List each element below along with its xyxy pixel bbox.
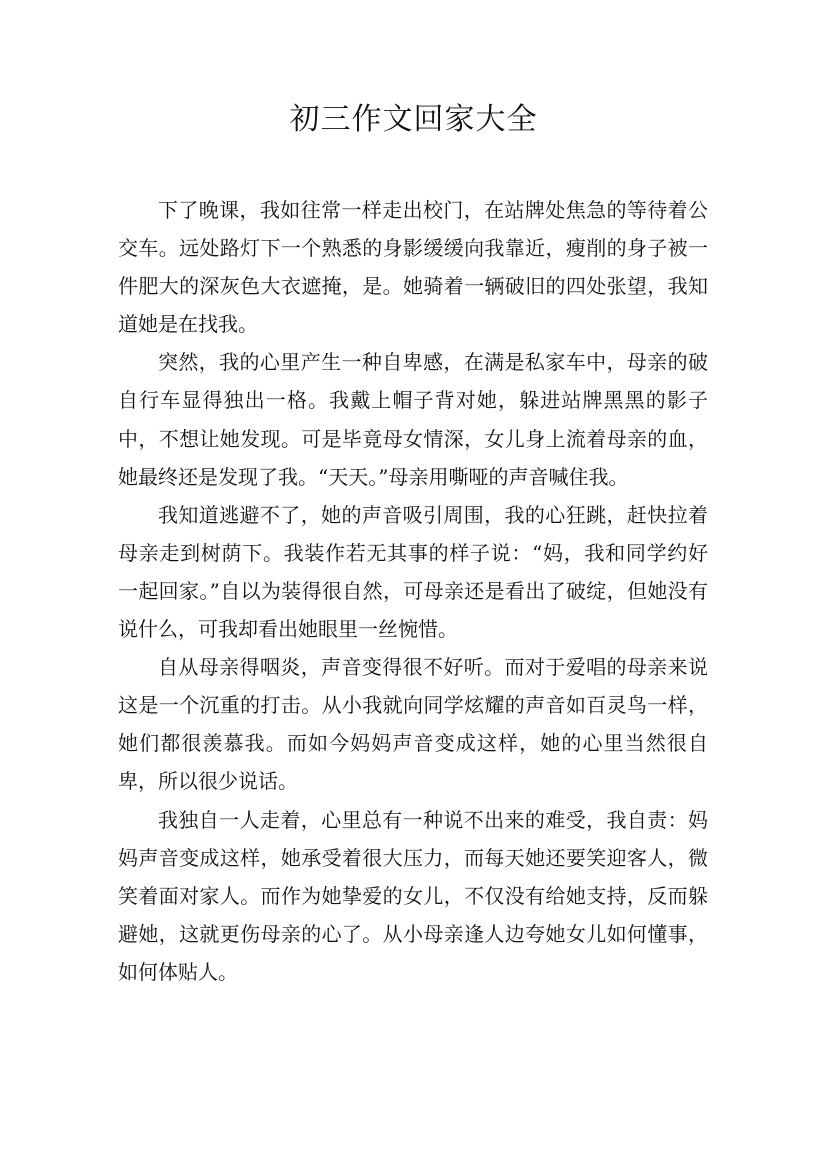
paragraph: 下了晚课，我如往常一样走出校门，在站牌处焦急的等待着公交车。远处路灯下一个熟悉的身影缓缓向我靠近，瘦削的身子被一件肥大的深灰色大衣遮掩，是。她骑着一辆破旧的四处张望，我知道她是在找我。 [118, 198, 708, 337]
document-title: 初三作文回家大全 [289, 102, 538, 137]
paragraph: 我知道逃避不了，她的声音吸引周围，我的心狂跳，赶快拉着母亲走到树荫下。我装作若无其事的样子说：“妈，我和同学约好一起回家。”自以为装得很自然，可母亲还是看出了破绽，但她没有说什么，可我却看出她眼里一丝惋惜。 [118, 502, 708, 642]
paragraph: 自从母亲得咽炎，声音变得很不好听。而对于爱唱的母亲来说这是一个沉重的打击。从小我就向同学炫耀的声音如百灵鸟一样，她们都很羡慕我。而如今妈妈声音变成这样，她的心里当然很自卑，所以很少说话。 [118, 655, 708, 794]
paragraph: 我独自一人走着，心里总有一种说不出来的难受，我自责：妈妈声音变成这样，她承受着很大压力，而每天她还要笑迎客人，微笑着面对家人。而作为她挚爱的女儿，不仅没有给她支持，反而躲避她，这就更伤母亲的心了。从小母亲逢人边夸她女儿如何懂事，如何体贴人。 [118, 807, 708, 984]
document-body [118, 191, 708, 991]
paragraph: 突然，我的心里产生一种自卑感，在满是私家车中，母亲的破自行车显得独出一格。我戴上帽子背对她，躲进站牌黑黑的影子中，不想让她发现。可是毕竟母女情深，女儿身上流着母亲的血，她最终还是发现了我。“天天。”母亲用嘶哑的声音喊住我。 [118, 350, 708, 489]
